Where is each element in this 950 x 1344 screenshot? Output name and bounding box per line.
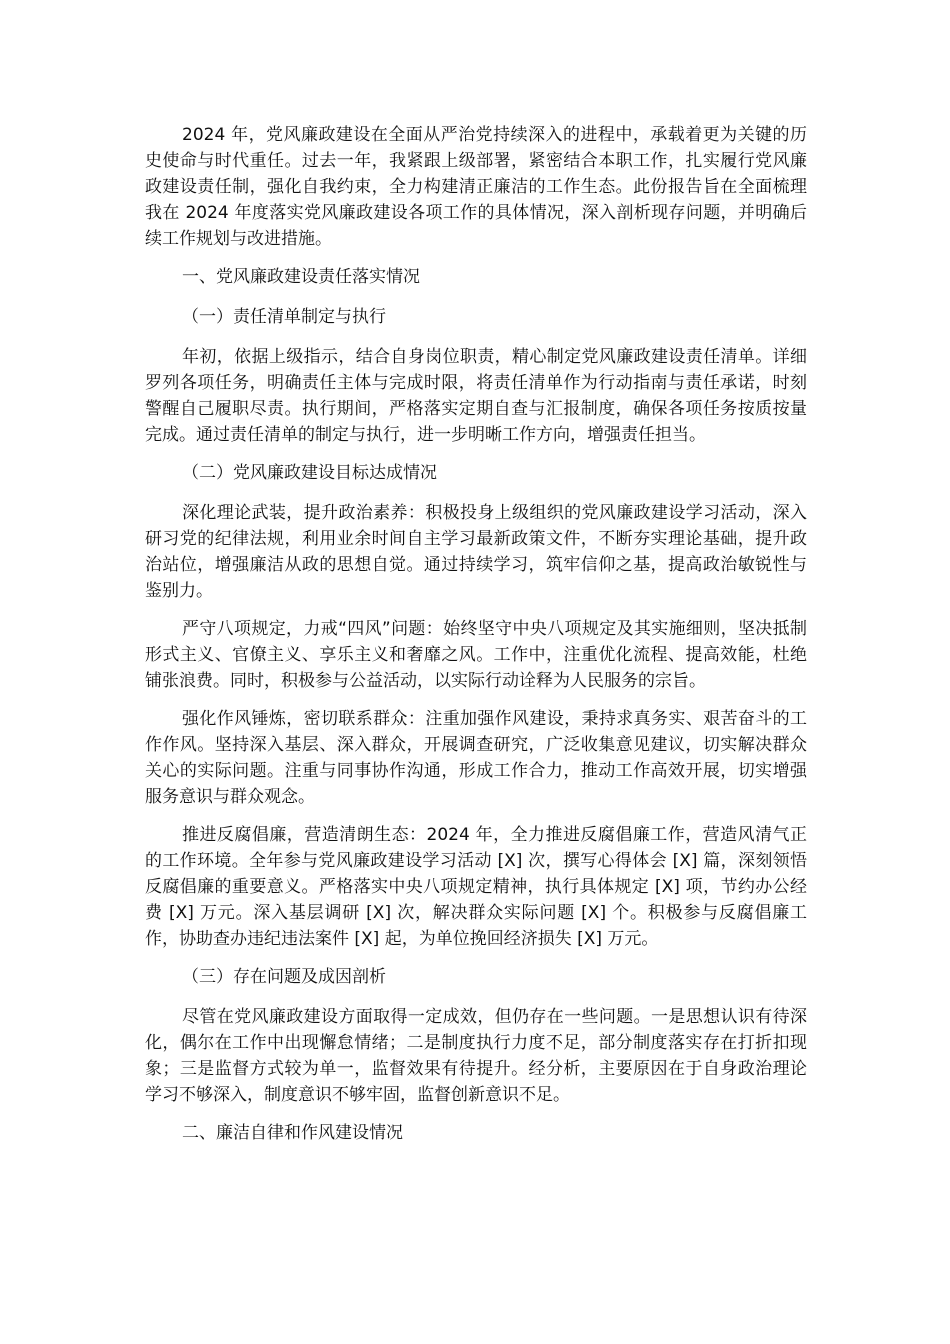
body-paragraph-theory: 深化理论武装，提升政治素养：积极投身上级组织的党风廉政建设学习活动，深入研习党的纪律法规，利用业余时间自主学习最新政策文件，不断夯实理论基础，提升政治站位，增强廉洁从政的思想自觉。通过持续学习，筑牢信仰之基，提高政治敏锐性与鉴别力。 [145,503,807,601]
body-paragraph-problems: 尽管在党风廉政建设方面取得一定成效，但仍存在一些问题。一是思想认识有待深化，偶尔在工作中出现懈怠情绪；二是制度执行力度不足，部分制度落实存在打折扣现象；三是监督方式较为单一，监督效果有待提升。经分析，主要原因在于自身政治理论学习不够深入，制度意识不够牢固，监督创新意识不足。 [145,1007,807,1105]
subsection-heading-1-3: （三）存在问题及成因剖析 [182,967,386,987]
subsection-heading-1-2: （二）党风廉政建设目标达成情况 [182,463,437,483]
body-paragraph-eight-rules: 严守八项规定，力戒“四风”问题：始终坚守中央八项规定及其实施细则，坚决抵制形式主义、官僚主义、享乐主义和奢靡之风。工作中，注重优化流程、提高效能，杜绝铺张浪费。同时，积极参与公益活动，以实际行动诠释为人民服务的宗旨。 [145,619,807,691]
body-paragraph-work-style: 强化作风锤炼，密切联系群众：注重加强作风建设，秉持求真务实、艰苦奋斗的工作作风。坚持深入基层、深入群众，开展调查研究，广泛收集意见建议，切实解决群众关心的实际问题。注重与同事协作沟通，形成工作合力，推动工作高效开展，切实增强服务意识与群众观念。 [145,709,807,807]
body-paragraph-anti-corruption: 推进反腐倡廉，营造清朗生态：2024 年，全力推进反腐倡廉工作，营造风清气正的工作环境。全年参与党风廉政建设学习活动 [X] 次，撰写心得体会 [X] 篇，深刻领悟反腐倡廉的重要意义。严格落实中央八项规定精神，执行具体规定 [X] 项，节约办公经费 [X] 万元。深入基层调研 [X] 次，解决群众实际问题 [X] 个。积极参与反腐倡廉工作，协助查办违纪违法案件 [X] 起，为单位挽回经济损失 [X] 万元。 [145,825,807,949]
section-heading-1: 一、党风廉政建设责任落实情况 [182,267,420,287]
body-paragraph-responsibility-list: 年初，依据上级指示，结合自身岗位职责，精心制定党风廉政建设责任清单。详细罗列各项任务，明确责任主体与完成时限，将责任清单作为行动指南与责任承诺，时刻警醒自己履职尽责。执行期间，严格落实定期自查与汇报制度，确保各项任务按质按量完成。通过责任清单的制定与执行，进一步明晰工作方向，增强责任担当。 [145,347,807,445]
document-body [145,122,807,1160]
section-heading-2: 二、廉洁自律和作风建设情况 [182,1123,403,1143]
intro-paragraph: 2024 年，党风廉政建设在全面从严治党持续深入的进程中，承载着更为关键的历史使命与时代重任。过去一年，我紧跟上级部署，紧密结合本职工作，扎实履行党风廉政建设责任制，强化自我约束，全力构建清正廉洁的工作生态。此份报告旨在全面梳理我在 2024 年度落实党风廉政建设各项工作的具体情况，深入剖析现存问题，并明确后续工作规划与改进措施。 [145,125,807,249]
subsection-heading-1-1: （一）责任清单制定与执行 [182,307,386,327]
